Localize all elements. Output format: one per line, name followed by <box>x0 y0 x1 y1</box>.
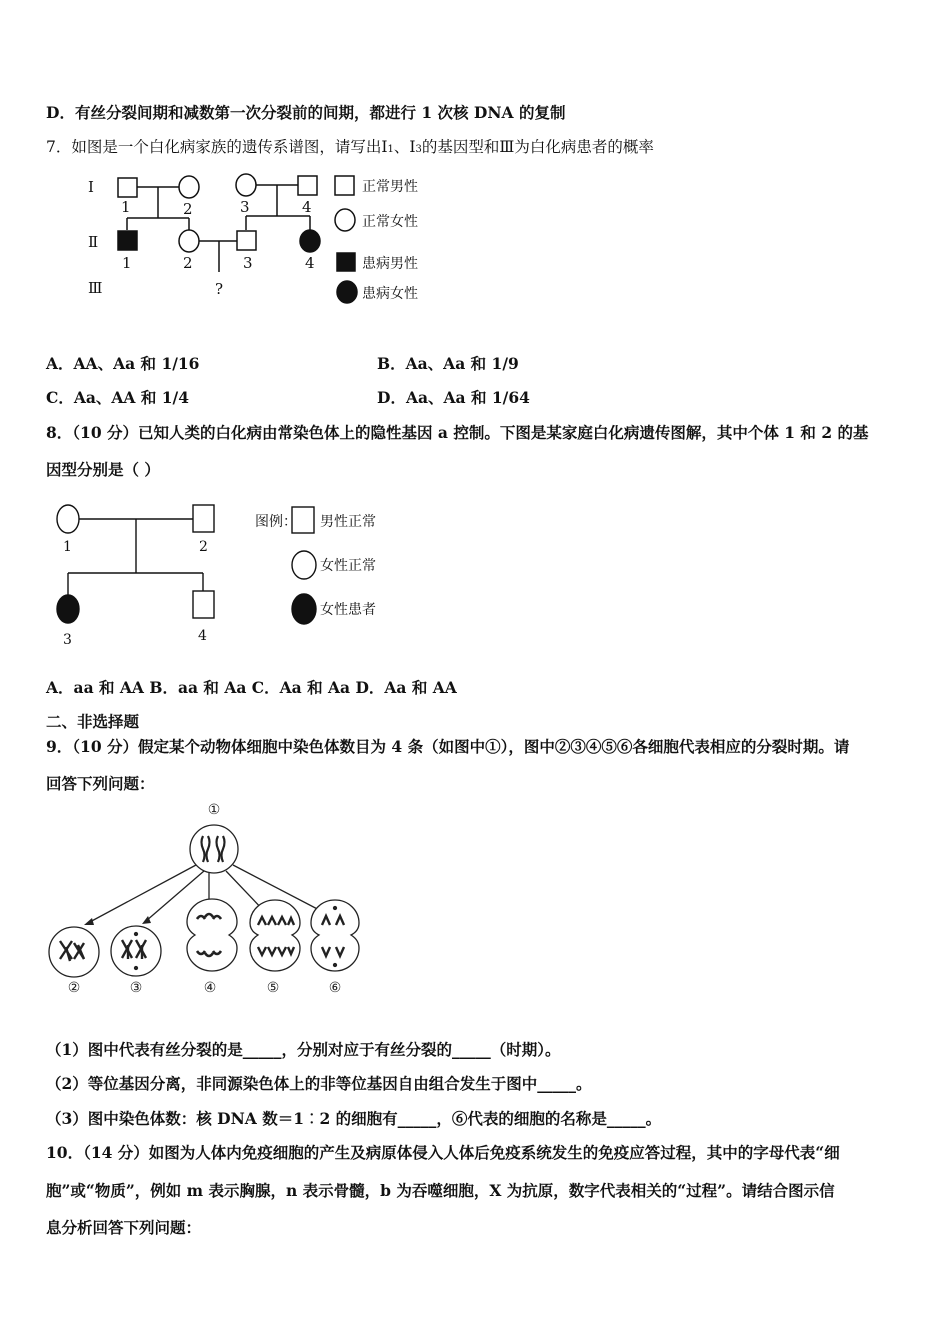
legend-normal-female: 正常女性 <box>362 214 418 230</box>
cell-1 <box>190 825 238 873</box>
gen-label-I: Ⅰ <box>88 178 94 196</box>
legend-affected-male-symbol <box>337 253 355 271</box>
gen-label-III: Ⅲ <box>88 279 103 297</box>
cell-label-6: ⑥ <box>328 980 342 996</box>
num-I1: 1 <box>121 198 131 216</box>
num-II2: 2 <box>183 254 193 272</box>
num-III-unknown: ? <box>215 280 224 298</box>
cell-label-4: ④ <box>203 980 217 996</box>
pedigree2-num-3: 3 <box>63 632 72 648</box>
num-I4: 4 <box>302 198 312 216</box>
legend-affected-female-symbol <box>337 281 357 303</box>
pedigree-I4-male <box>298 176 317 195</box>
legend-normal-female-symbol <box>335 209 355 231</box>
q7-option-c: C．Aa、AA 和 1/4 <box>46 388 189 407</box>
pedigree2-2-male <box>193 505 214 532</box>
legend2-female-affected: 女性患者 <box>320 602 376 618</box>
question-10-stem-line1: 10．（14 分）如图为人体内免疫细胞的产生及病原体侵入人体后免疫系统发生的免疫应答过程，其中的字母代表“细 <box>46 1143 840 1162</box>
question-9-stem-line1: 9．（10 分）假定某个动物体细胞中染色体数目为 4 条（如图中①），图中②③④⑤⑥各细胞代表相应的分裂时期。请 <box>46 737 850 756</box>
question-8-stem-line1: 8．（10 分）已知人类的白化病由常染色体上的隐性基因 a 控制。下图是某家庭白化病遗传图解，其中个体 1 和 2 的基 <box>46 423 869 442</box>
legend2-title: 图例： <box>255 514 297 530</box>
q9-subquestion-2: （2）等位基因分离，非同源染色体上的非等位基因自由组合发生于图中_____。 <box>46 1074 592 1093</box>
num-I3: 3 <box>240 198 250 216</box>
legend-affected-male: 患病男性 <box>362 256 418 272</box>
num-II1: 1 <box>122 254 132 272</box>
q7-sub-1: 1 <box>387 144 394 155</box>
pedigree2-num-2: 2 <box>199 539 208 555</box>
cell-label-1: ① <box>207 802 221 818</box>
legend-affected-female: 患病女性 <box>362 286 418 302</box>
legend2-female-affected-symbol <box>292 594 316 624</box>
q9-subquestion-1: （1）图中代表有丝分裂的是_____，分别对应于有丝分裂的_____（时期）。 <box>46 1040 561 1059</box>
question-10-stem-line3: 息分析回答下列问题： <box>46 1218 202 1237</box>
gen-label-II: Ⅱ <box>88 233 99 251</box>
q8-options: A．aa 和 AA B．aa 和 Aa C．Aa 和 Aa D．Aa 和 AA <box>46 678 457 697</box>
cell-6 <box>311 900 359 971</box>
legend2-female-normal-symbol <box>292 551 316 579</box>
legend2-female-normal: 女性正常 <box>320 558 376 574</box>
num-I2: 2 <box>183 200 193 218</box>
legend-normal-male-symbol <box>335 176 354 195</box>
q7-sub-3: 3 <box>415 144 422 155</box>
option-d-line: D．有丝分裂间期和减数第一次分裂前的间期，都进行 1 次核 DNA 的复制 <box>46 103 566 122</box>
question-10-stem-line2: 胞”或“物质”，例如 m 表示胸腺，n 表示骨髓，b 为吞噬细胞，X 为抗原，数字代表相关的“过程”。请结合图示信 <box>46 1181 835 1200</box>
cell-5 <box>250 900 300 971</box>
pedigree-II2-female <box>179 230 199 252</box>
pedigree-I1-male <box>118 178 137 197</box>
pedigree-chart-2 <box>0 495 950 655</box>
q7-option-a: A．AA、Aa 和 1/16 <box>46 354 200 373</box>
num-II4: 4 <box>305 254 315 272</box>
pedigree-I2-female <box>179 176 199 198</box>
question-9-stem-line2: 回答下列问题： <box>46 774 155 793</box>
cell-label-2: ② <box>67 980 81 996</box>
legend2-male-normal: 男性正常 <box>320 514 376 530</box>
pedigree-II3-male <box>237 231 256 250</box>
num-II3: 3 <box>243 254 253 272</box>
pedigree2-num-1: 1 <box>63 539 72 555</box>
section-2-heading: 二、非选择题 <box>46 712 140 731</box>
pedigree-I3-female <box>236 174 256 196</box>
pedigree2-3-affected-female <box>57 595 79 623</box>
pedigree2-1-female <box>57 505 79 533</box>
q9-subquestion-3: （3）图中染色体数：核 DNA 数＝1︰2 的细胞有_____，⑥代表的细胞的名称是_____。 <box>46 1109 662 1128</box>
q7-text-mid: 、Ⅰ <box>393 138 416 156</box>
pedigree-chart-1 <box>0 160 950 360</box>
q7-option-d: D．Aa、Aa 和 1/64 <box>377 388 530 407</box>
pedigree2-4-male <box>193 591 214 618</box>
q7-text-pre: 7．如图是一个白化病家族的遗传系谱图，请写出Ⅰ <box>46 138 388 156</box>
q7-option-b: B．Aa、Aa 和 1/9 <box>377 354 519 373</box>
cell-4 <box>187 899 237 971</box>
cell-label-5: ⑤ <box>266 980 280 996</box>
cell-2 <box>49 927 99 977</box>
question-8-stem-line2: 因型分别是（ ） <box>46 460 160 479</box>
question-7-stem <box>46 137 654 160</box>
pedigree-II1-affected-male <box>118 231 137 250</box>
legend-normal-male: 正常男性 <box>362 179 418 195</box>
cell-label-3: ③ <box>129 980 143 996</box>
q7-text-post: 的基因型和Ⅲ为白化病患者的概率 <box>421 138 654 156</box>
pedigree-II4-affected-female <box>300 230 320 252</box>
pedigree2-num-4: 4 <box>198 628 207 644</box>
cell-division-figure <box>0 795 950 1005</box>
